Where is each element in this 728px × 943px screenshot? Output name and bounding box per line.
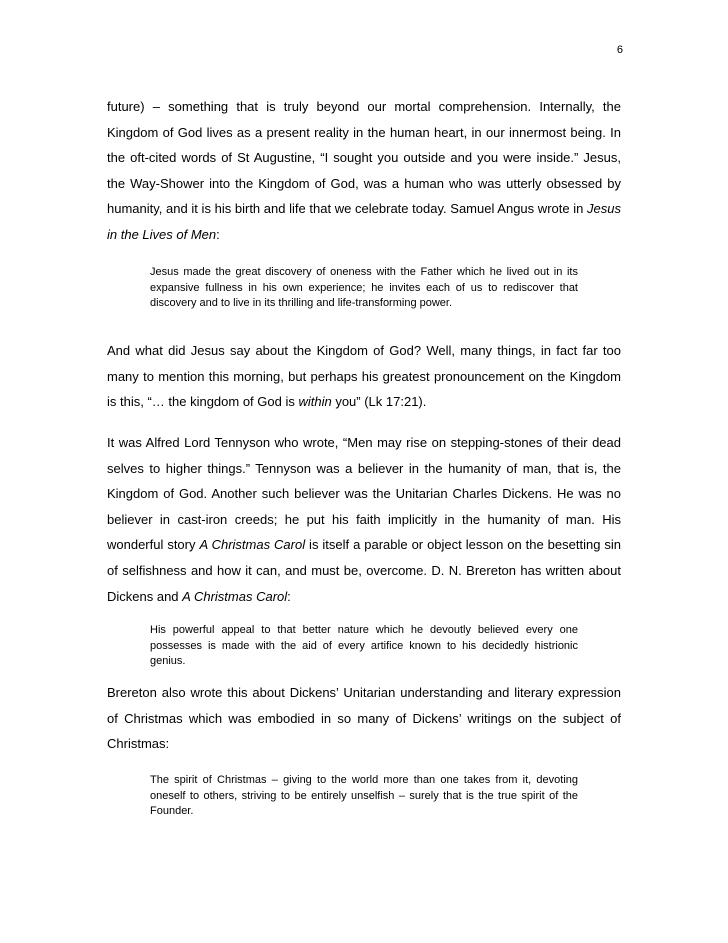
page-number: 6 <box>616 44 623 56</box>
book-title-christmas-carol-2: A Christmas Carol <box>182 588 288 604</box>
block-quote-brereton-1: His powerful appeal to that better nature which he devoutly believed every one possesses is made with the aid of every artifice known to his decidedly histrionic genius. <box>150 624 578 667</box>
paragraph-2 <box>107 338 621 415</box>
paragraph-1 <box>107 94 621 248</box>
paragraph-1-text-b: : <box>216 226 220 242</box>
paragraph-3-text-c: : <box>287 588 291 604</box>
block-quote-angus: Jesus made the great discovery of oneness with the Father which he lived out in its expansive fullness in his own experience; he invites each of us to rediscover that discovery and to live in its thrilling and life-transforming power. <box>150 266 578 309</box>
book-title-jesus-in-the-lives-of-men: Jesus in the Lives of Men <box>107 201 621 242</box>
block-quote-brereton-2: The spirit of Christmas – giving to the world more than one takes from it, devoting oneself to others, striving to be entirely unselfish – surely that is the true spirit of the Founder. <box>150 774 578 817</box>
paragraph-3-text-b: is itself a parable or object lesson on the besetting sin of selfishness and how it can, and must be, overcome. D. N. Brereton has written about Dickens and <box>107 537 622 604</box>
paragraph-4: Brereton also wrote this about Dickens’ Unitarian understanding and literary expression of Christmas which was embodied in so many of Dickens’ writings on the subject of Christmas: <box>107 685 621 752</box>
book-title-christmas-carol: A Christmas Carol <box>199 537 306 553</box>
emphasis-within: within <box>298 394 332 410</box>
paragraph-1-text-a: future) – something that is truly beyond our mortal comprehension. Internally, the Kingdom of God lives as a present reality in the human heart, in our innermost being. In the oft-cited words of St Augustine, “I sought you outside and you were inside.” Jesus, the Way-Shower into the Kingdom of God, was a human who was utterly obsessed by humanity, and it is his birth and life that we celebrate today. Samuel Angus wrote in <box>107 99 621 217</box>
paragraph-2-text-a: And what did Jesus say about the Kingdom of God? Well, many things, in fact far too many to mention this morning, but perhaps his greatest pronouncement on the Kingdom is this, “… the kingdom of God is <box>107 343 621 410</box>
paragraph-2-text-b: you” (Lk 17:21). <box>331 394 427 410</box>
paragraph-3-text-a: It was Alfred Lord Tennyson who wrote, “Men may rise on stepping-stones of their dead selves to higher things.” Tennyson was a believer in the humanity of man, that is, the Kingdom of God. Another such believer was the Unitarian Charles Dickens. He was no believer in cast-iron creeds; he put his faith implicitly in the humanity of man. His wonderful story <box>107 435 621 553</box>
paragraph-3 <box>107 430 621 609</box>
